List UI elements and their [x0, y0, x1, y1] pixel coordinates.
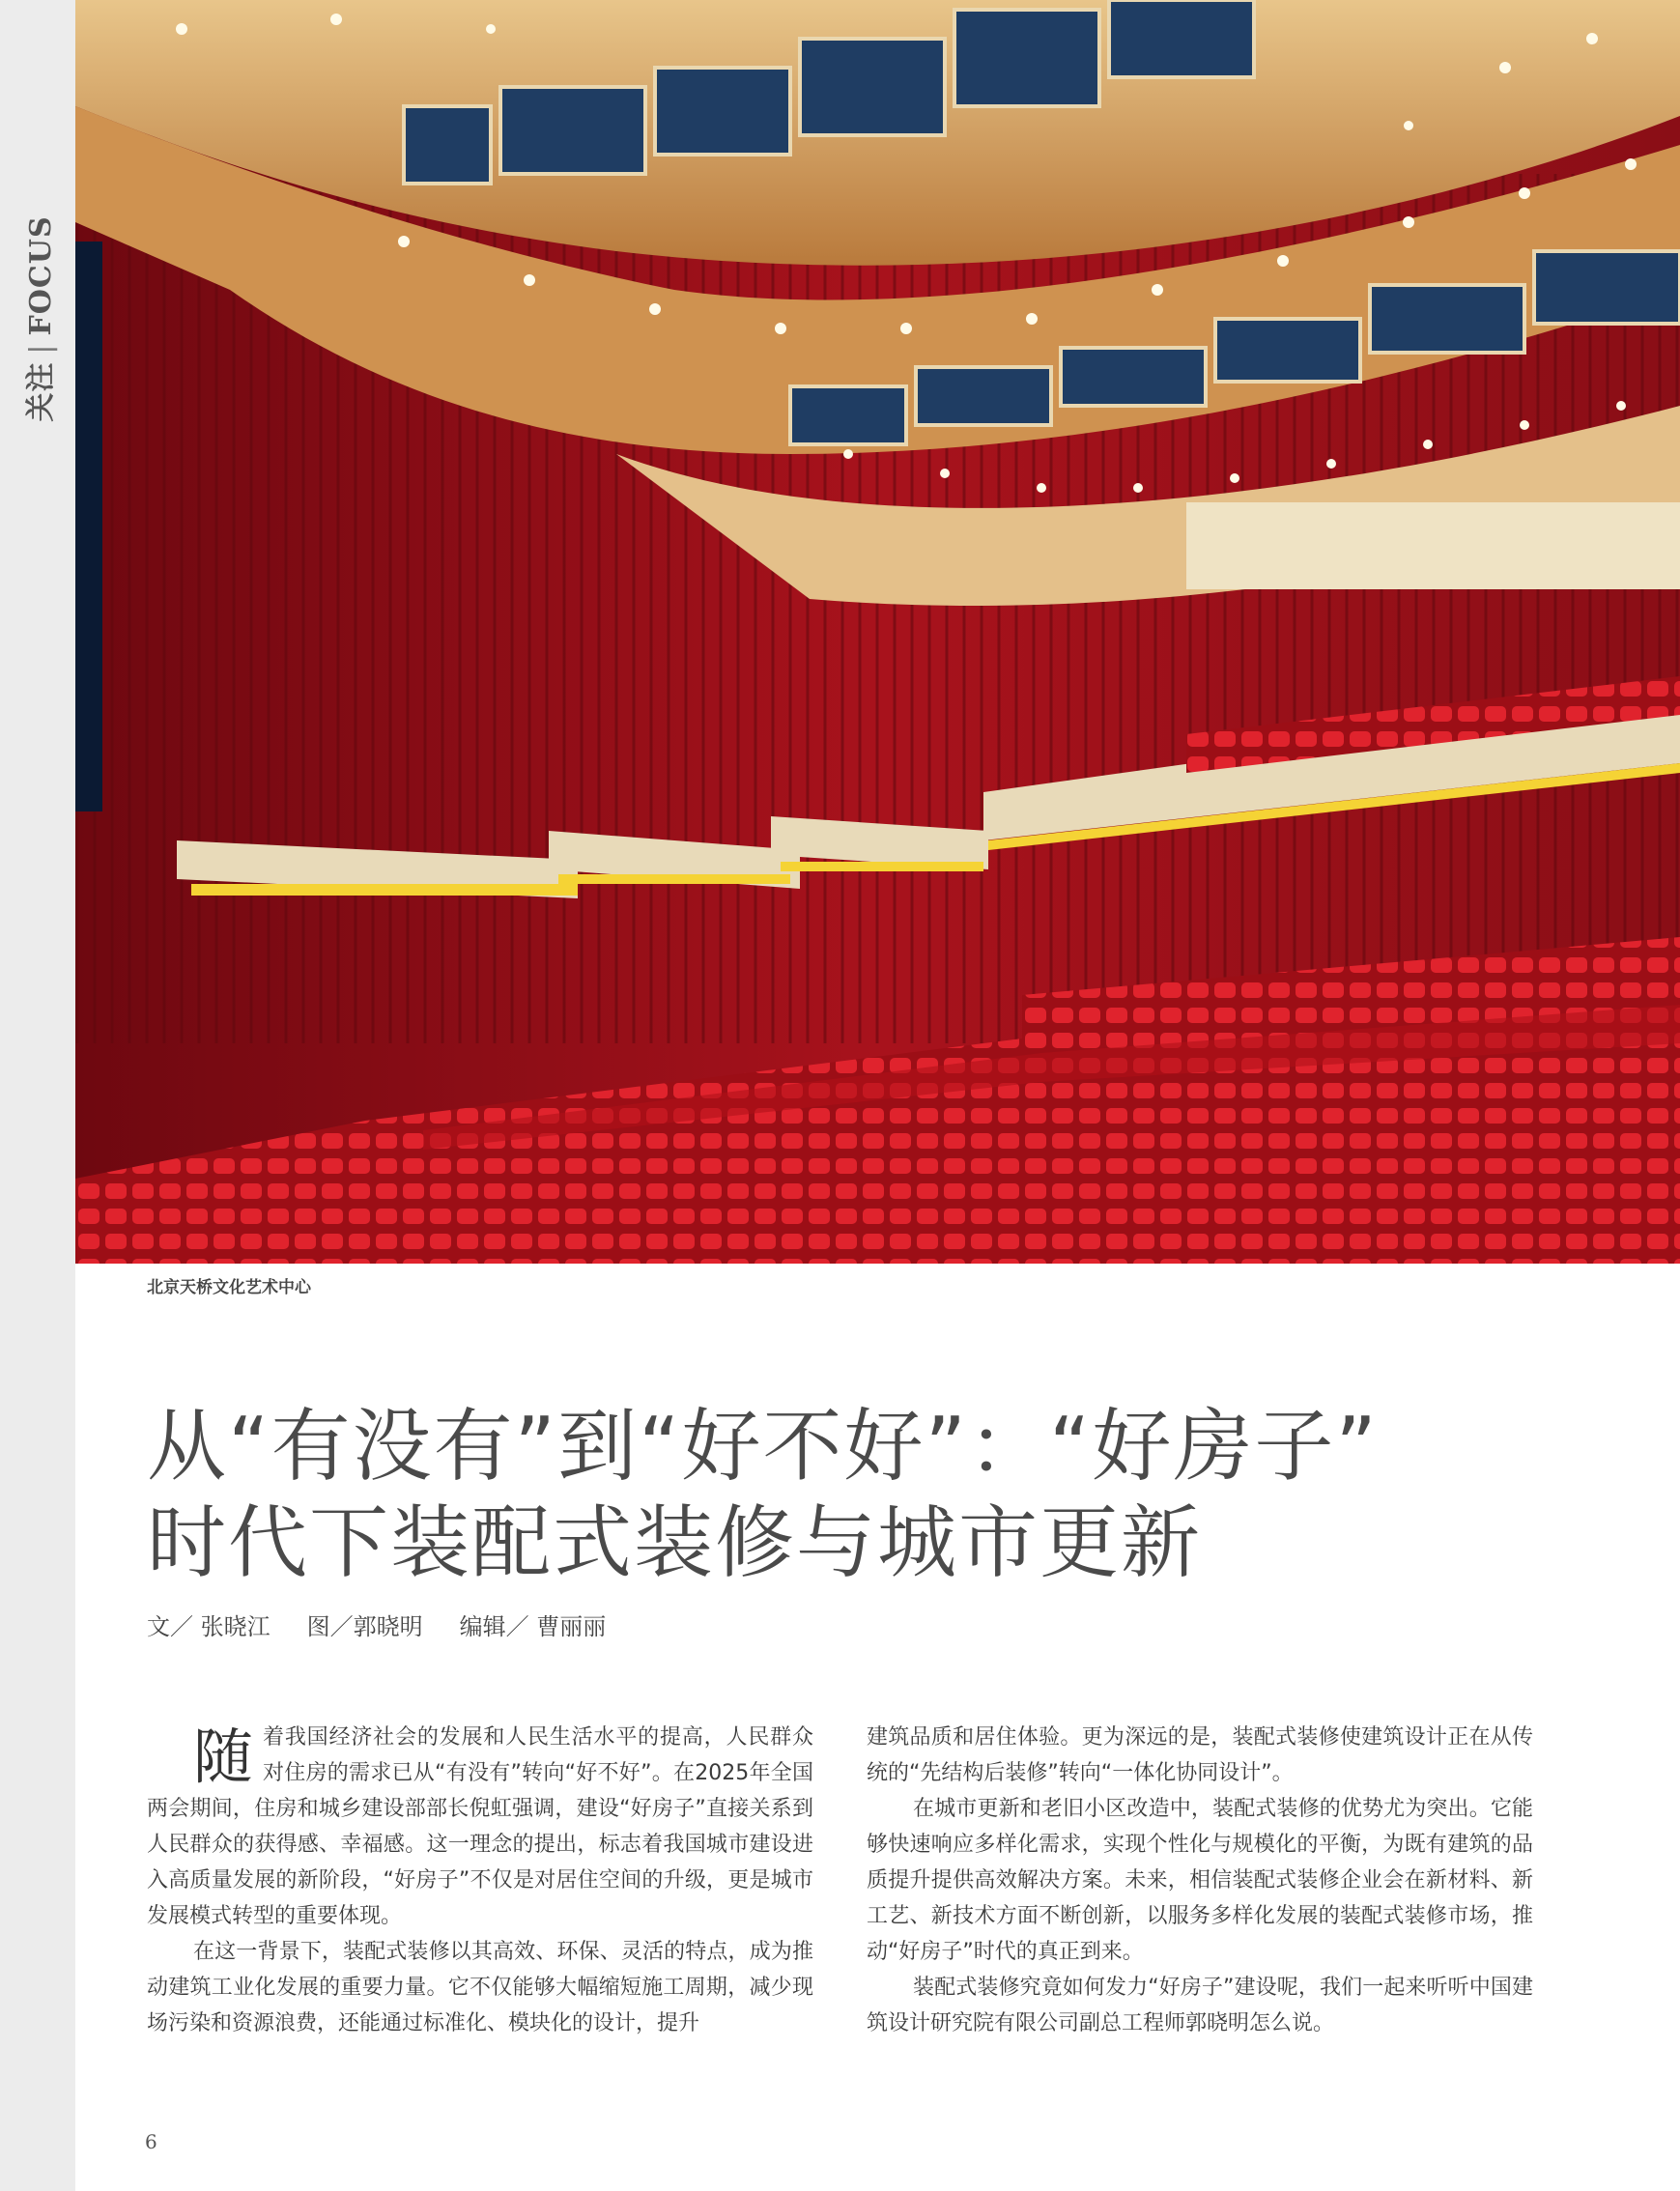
photo-caption: 北京天桥文化艺术中心 [147, 1278, 311, 1297]
page-number: 6 [145, 2130, 157, 2153]
theater-illustration [75, 0, 1680, 1264]
paragraph: 在这一背景下，装配式装修以其高效、环保、灵活的特点，成为推动建筑工业化发展的重要力量。它不仅能够大幅缩短施工周期，减少现场污染和资源浪费，还能通过标准化、模块化的设计，提升 [147, 1940, 813, 2035]
paragraph: 在城市更新和老旧小区改造中，装配式装修的优势尤为突出。它能够快速响应多样化需求，实现个性化与规模化的平衡，为既有建筑的品质提升提供高效解决方案。未来，相信装配式装修企业会在新材料、新工艺、新技术方面不断创新，以服务多样化发展的装配式装修市场，推动“好房子”时代的真正到来。 [867, 1797, 1533, 1964]
paragraph: 建筑品质和居住体验。更为深远的是，装配式装修使建筑设计正在从传统的“先结构后装修”转向“一体化协同设计”。 [867, 1725, 1533, 1785]
section-label-cn: 关注 [24, 361, 58, 422]
body-column-right [867, 1720, 1533, 2041]
title-line-1: 从“有没有”到“好不好”：“好房子” [147, 1401, 1379, 1493]
paragraph [147, 1720, 813, 1934]
paragraph-text: 着我国经济社会的发展和人民生活水平的提高，人民群众对住房的需求已从“有没有”转向“好不好”。在2025年全国两会期间，住房和城乡建设部部长倪虹强调，建设“好房子”直接关系到人民群众的获得感、幸福感。这一理念的提出，标志着我国城市建设进入高质量发展的新阶段，“好房子”不仅是对居住空间的升级，更是城市发展模式转型的重要体现。 [147, 1725, 813, 1928]
title-line-2: 时代下装配式装修与城市更新 [147, 1497, 1203, 1589]
section-label-en: FOCUS [24, 215, 58, 336]
section-label [6, 208, 70, 430]
byline [147, 1608, 612, 1641]
theater-photo [75, 0, 1680, 1264]
byline-writer: 文／ 张晓江 [147, 1613, 271, 1640]
section-label-separator: | [24, 343, 58, 355]
article-title [147, 1399, 1596, 1592]
byline-photo: 图／郭晓明 [306, 1613, 423, 1640]
drop-cap: 随 [193, 1722, 254, 1792]
byline-editor: 编辑／ 曹丽丽 [459, 1613, 607, 1640]
body-column-left [147, 1720, 813, 2041]
paragraph: 装配式装修究竟如何发力“好房子”建设呢，我们一起来听听中国建筑设计研究院有限公司副总工程师郭晓明怎么说。 [867, 1976, 1533, 2035]
